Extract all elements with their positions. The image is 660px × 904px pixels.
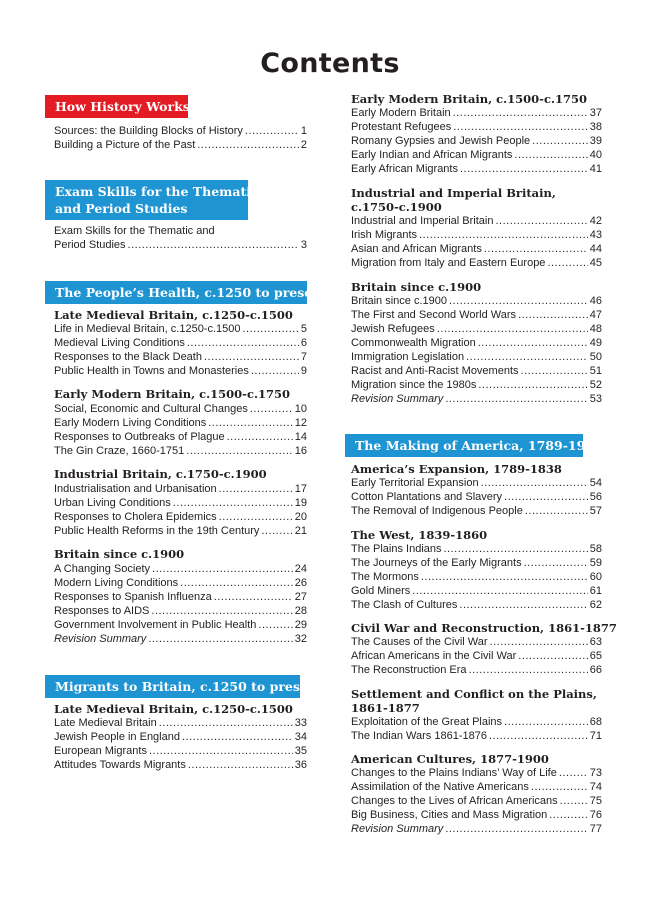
toc-leader — [250, 402, 293, 416]
subsection-heading: Late Medieval Britain, c.1250-c.1500 — [54, 308, 293, 322]
toc-leader — [531, 780, 588, 794]
toc-entry[interactable] — [351, 649, 602, 663]
toc-entry-title: Gold Miners — [351, 585, 411, 597]
toc-entry-page: 63 — [589, 636, 602, 648]
toc-entry-title: Public Health Reforms in the 19th Century — [54, 525, 260, 537]
subsection-heading: The West, 1839-1860 — [351, 528, 488, 542]
subsection-heading: Britain since c.1900 — [54, 547, 185, 561]
toc-entry[interactable] — [54, 618, 307, 632]
toc-entry-page: 50 — [589, 351, 602, 363]
toc-leader — [261, 524, 292, 538]
toc-entry[interactable] — [54, 482, 307, 496]
toc-entry-title: Medieval Living Conditions — [54, 337, 185, 349]
toc-entry-page: 75 — [589, 795, 602, 807]
toc-leader — [208, 416, 293, 430]
toc-entry-title: Building a Picture of the Past — [54, 139, 196, 151]
toc-entry-title: Responses to Spanish Influenza — [54, 591, 212, 603]
toc-entry[interactable] — [351, 715, 602, 729]
toc-entry-title: Period Studies — [54, 239, 126, 251]
toc-leader — [182, 730, 293, 744]
toc-entry-page: 66 — [589, 664, 602, 676]
toc-entry-page: 62 — [589, 599, 602, 611]
toc-entry[interactable] — [54, 350, 307, 364]
toc-entry-page: 36 — [294, 759, 307, 771]
toc-entry[interactable] — [351, 780, 602, 794]
toc-leader — [560, 794, 588, 808]
toc-entry-page: 40 — [589, 149, 602, 161]
toc-entry-title: Britain since c.1900 — [351, 295, 447, 307]
subsection-heading: American Cultures, 1877-1900 — [351, 752, 549, 766]
toc-entry-page: 53 — [589, 393, 602, 405]
section-banner-exam-skills[interactable] — [45, 180, 259, 220]
toc-entry-title: Early Modern Living Conditions — [54, 417, 207, 429]
toc-entry-title: Early Modern Britain — [351, 107, 451, 119]
toc-entry-page: 1 — [300, 125, 307, 137]
toc-entry-title: Revision Summary — [54, 633, 147, 645]
toc-entry-page: 60 — [589, 571, 602, 583]
toc-entry[interactable] — [54, 524, 307, 538]
toc-leader — [514, 148, 587, 162]
toc-leader — [453, 106, 588, 120]
toc-entry-page: 3 — [300, 239, 307, 251]
subsection-heading: Settlement and Conflict on the Plains, — [351, 687, 597, 701]
toc-leader — [173, 496, 293, 510]
toc-leader — [518, 308, 588, 322]
toc-entry-page: 44 — [589, 243, 602, 255]
toc-leader — [197, 138, 299, 152]
toc-entry-title: Public Health in Towns and Monasteries — [54, 365, 249, 377]
toc-entry-title: Responses to the Black Death — [54, 351, 202, 363]
toc-entry-title: Assimilation of the Native Americans — [351, 781, 529, 793]
subsection-heading: Early Modern Britain, c.1500-c.1750 — [54, 387, 290, 401]
toc-leader — [187, 336, 299, 350]
toc-leader — [525, 504, 588, 518]
toc-entry[interactable] — [351, 663, 602, 677]
toc-leader — [419, 228, 588, 242]
toc-entry-title: A Changing Society — [54, 563, 151, 575]
toc-entry[interactable] — [351, 294, 602, 308]
toc-entry-page: 61 — [589, 585, 602, 597]
toc-entry[interactable] — [351, 350, 602, 364]
toc-entry-title: Jewish People in England — [54, 731, 180, 743]
toc-entry[interactable] — [351, 476, 602, 490]
toc-entry[interactable] — [351, 729, 602, 743]
toc-entry-title: Migration from Italy and Eastern Europe — [351, 257, 546, 269]
toc-entry-title: Big Business, Cities and Mass Migration — [351, 809, 548, 821]
toc-entry-page: 2 — [300, 139, 307, 151]
toc-entry-title: The Reconstruction Era — [351, 664, 467, 676]
toc-entry-title: Responses to Cholera Epidemics — [54, 511, 217, 523]
toc-entry-title: Late Medieval Britain — [54, 717, 157, 729]
toc-entry[interactable] — [351, 504, 602, 518]
toc-entry-page: 45 — [589, 257, 602, 269]
toc-entry-page: 56 — [589, 491, 602, 503]
toc-entry-page: 68 — [589, 716, 602, 728]
subsection-heading: Civil War and Reconstruction, 1861-1877 — [351, 621, 617, 635]
toc-entry-title: Jewish Refugees — [351, 323, 435, 335]
toc-leader — [219, 482, 293, 496]
toc-entry-title: Industrial and Imperial Britain — [351, 215, 494, 227]
toc-entry-page: 16 — [294, 445, 307, 457]
subsection-heading-cont: 1861-1877 — [351, 701, 420, 715]
toc-leader — [152, 562, 293, 576]
toc-entry-page: 49 — [589, 337, 602, 349]
toc-leader — [148, 632, 292, 646]
toc-entry-title: Protestant Refugees — [351, 121, 452, 133]
toc-entry-page: 12 — [294, 417, 307, 429]
toc-entry-title: Responses to AIDS — [54, 605, 150, 617]
toc-entry-title: Commonwealth Migration — [351, 337, 476, 349]
toc-entry[interactable] — [54, 402, 307, 416]
toc-entry-page: 43 — [589, 229, 602, 241]
toc-entry-title: Early Territorial Expansion — [351, 477, 479, 489]
toc-entry-page: 38 — [589, 121, 602, 133]
toc-entry[interactable] — [351, 336, 602, 350]
toc-entry[interactable] — [351, 584, 602, 598]
toc-leader — [521, 364, 588, 378]
toc-entry-title: The Indian Wars 1861-1876 — [351, 730, 487, 742]
toc-leader — [227, 430, 293, 444]
section-banner-making-of-america[interactable]: The Making of America, 1789-1900 — [345, 434, 583, 457]
toc-entry[interactable] — [54, 758, 307, 772]
banner-line: and Period Studies — [55, 201, 188, 216]
toc-entry[interactable] — [351, 322, 602, 336]
toc-leader — [128, 238, 299, 252]
toc-leader — [258, 618, 292, 632]
toc-entry-title: The Mormons — [351, 571, 419, 583]
toc-entry-page: 41 — [589, 163, 602, 175]
toc-leader — [243, 322, 299, 336]
toc-entry-page: 37 — [589, 107, 602, 119]
toc-entry-title: Changes to the Plains Indians’ Way of Life — [351, 767, 557, 779]
toc-entry-page: 77 — [589, 823, 602, 835]
toc-leader — [518, 649, 587, 663]
toc-entry-revision[interactable] — [351, 392, 602, 406]
toc-leader — [466, 350, 588, 364]
toc-entry-page: 52 — [589, 379, 602, 391]
toc-entry-revision[interactable] — [54, 632, 307, 646]
toc-entry-title: Responses to Outbreaks of Plague — [54, 431, 225, 443]
toc-leader — [459, 598, 587, 612]
toc-leader — [549, 808, 588, 822]
toc-entry-page: 73 — [589, 767, 602, 779]
toc-leader — [484, 242, 588, 256]
toc-entry-title: Romany Gypsies and Jewish People — [351, 135, 531, 147]
toc-entry-revision[interactable] — [351, 822, 602, 836]
toc-entry-title: The Journeys of the Early Migrants — [351, 557, 522, 569]
subsection-heading: Early Modern Britain, c.1500-c.1750 — [351, 92, 587, 106]
toc-entry-page: 24 — [294, 563, 307, 575]
toc-entry-title: Racist and Anti-Racist Movements — [351, 365, 519, 377]
toc-leader — [489, 729, 588, 743]
toc-leader — [214, 590, 293, 604]
toc-leader — [445, 822, 587, 836]
toc-entry[interactable] — [351, 214, 602, 228]
toc-entry[interactable] — [351, 598, 602, 612]
toc-entry-page: 71 — [589, 730, 602, 742]
toc-entry-title: Urban Living Conditions — [54, 497, 171, 509]
toc-entry-title: Life in Medieval Britain, c.1250-c.1500 — [54, 323, 241, 335]
toc-entry[interactable] — [351, 794, 602, 808]
toc-entry-page: 54 — [589, 477, 602, 489]
toc-entry-page: 20 — [294, 511, 307, 523]
toc-leader — [251, 364, 299, 378]
toc-leader — [504, 490, 588, 504]
toc-entry-page: 76 — [589, 809, 602, 821]
toc-leader — [180, 576, 293, 590]
toc-entry-page: 5 — [300, 323, 307, 335]
toc-entry-title: Asian and African Migrants — [351, 243, 482, 255]
toc-entry-title: Revision Summary — [351, 823, 444, 835]
toc-entry-title: Social, Economic and Cultural Changes — [54, 403, 248, 415]
toc-leader — [495, 214, 587, 228]
toc-leader — [151, 604, 292, 618]
subsection-heading: Britain since c.1900 — [351, 280, 482, 294]
toc-entry-page: 46 — [589, 295, 602, 307]
toc-entry-title: Irish Migrants — [351, 229, 418, 241]
toc-leader — [444, 542, 588, 556]
toc-leader — [478, 378, 587, 392]
toc-entry[interactable] — [54, 716, 307, 730]
toc-entry-page: 58 — [589, 543, 602, 555]
toc-entry-title: Early Indian and African Migrants — [351, 149, 513, 161]
toc-entry-title: Early African Migrants — [351, 163, 458, 175]
toc-entry[interactable] — [351, 556, 602, 570]
section-banner-migrants-to-britain[interactable]: Migrants to Britain, c.1250 to present — [45, 675, 300, 698]
toc-entry-title: The Plains Indians — [351, 543, 442, 555]
toc-entry-page: 21 — [294, 525, 307, 537]
toc-entry[interactable] — [351, 308, 602, 322]
toc-entry-page: 57 — [589, 505, 602, 517]
toc-entry-page: 17 — [294, 483, 307, 495]
toc-entry-title: Changes to the Lives of African Americans — [351, 795, 558, 807]
toc-entry-title: Attitudes Towards Migrants — [54, 759, 186, 771]
toc-entry[interactable] — [54, 576, 307, 590]
toc-entry-page: 65 — [589, 650, 602, 662]
toc-leader — [437, 322, 588, 336]
toc-entry[interactable] — [54, 510, 307, 524]
toc-leader — [204, 350, 299, 364]
toc-entry[interactable] — [351, 228, 602, 242]
toc-entry-title: Exploitation of the Great Plains — [351, 716, 503, 728]
toc-leader — [504, 715, 588, 729]
toc-entry[interactable] — [54, 562, 307, 576]
toc-entry[interactable] — [54, 496, 307, 510]
toc-entry[interactable] — [351, 378, 602, 392]
toc-entry-page: 51 — [589, 365, 602, 377]
toc-entry[interactable] — [54, 322, 307, 336]
toc-leader — [453, 120, 587, 134]
section-banner-peoples-health[interactable]: The People’s Health, c.1250 to present — [45, 281, 307, 304]
toc-leader — [149, 744, 293, 758]
section-banner-how-history-works[interactable]: How History Works — [45, 95, 188, 118]
toc-entry-page: 48 — [589, 323, 602, 335]
toc-entry-page: 27 — [294, 591, 307, 603]
toc-entry[interactable] — [351, 570, 602, 584]
subsection-heading: Industrial and Imperial Britain, — [351, 186, 556, 200]
toc-entry[interactable] — [54, 416, 307, 430]
toc-entry-page: 10 — [294, 403, 307, 415]
toc-entry-page: 47 — [589, 309, 602, 321]
toc-entry-title-line: Exam Skills for the Thematic and — [54, 225, 215, 237]
toc-entry-page: 74 — [589, 781, 602, 793]
toc-leader — [449, 294, 588, 308]
toc-entry[interactable] — [351, 134, 602, 148]
toc-entry-title: Industrialisation and Urbanisation — [54, 483, 217, 495]
toc-entry[interactable] — [351, 242, 602, 256]
toc-entry[interactable] — [54, 730, 307, 744]
toc-entry[interactable] — [351, 364, 602, 378]
toc-entry[interactable] — [54, 238, 307, 252]
toc-entry-title: Cotton Plantations and Slavery — [351, 491, 503, 503]
toc-entry[interactable] — [351, 766, 602, 780]
toc-entry-page: 33 — [294, 717, 307, 729]
toc-leader — [469, 663, 588, 677]
toc-leader — [460, 162, 588, 176]
toc-entry-title: The First and Second World Wars — [351, 309, 517, 321]
toc-leader — [445, 392, 587, 406]
toc-entry-page: 59 — [589, 557, 602, 569]
toc-entry-title: Modern Living Conditions — [54, 577, 179, 589]
toc-leader — [186, 444, 293, 458]
toc-leader — [159, 716, 293, 730]
toc-entry-page: 39 — [589, 135, 602, 147]
toc-entry[interactable] — [54, 744, 307, 758]
banner-line: Exam Skills for the Thematic — [55, 184, 259, 199]
toc-entry-page: 32 — [294, 633, 307, 645]
toc-entry-title: European Migrants — [54, 745, 147, 757]
toc-entry-page: 7 — [300, 351, 307, 363]
toc-entry-title: Immigration Legislation — [351, 351, 465, 363]
subsection-heading: Industrial Britain, c.1750-c.1900 — [54, 467, 267, 481]
toc-entry[interactable] — [351, 148, 602, 162]
toc-leader — [188, 758, 293, 772]
toc-entry-page: 28 — [294, 605, 307, 617]
toc-entry[interactable] — [351, 635, 602, 649]
toc-entry-page: 6 — [300, 337, 307, 349]
toc-entry-page: 29 — [294, 619, 307, 631]
toc-entry[interactable] — [54, 430, 307, 444]
toc-leader — [490, 635, 588, 649]
toc-entry-page: 14 — [294, 431, 307, 443]
toc-leader — [478, 336, 588, 350]
toc-entry-page: 26 — [294, 577, 307, 589]
toc-leader — [421, 570, 588, 584]
toc-entry-page: 34 — [294, 731, 307, 743]
toc-leader — [532, 134, 588, 148]
toc-entry-title: African Americans in the Civil War — [351, 650, 517, 662]
toc-entry-title: The Gin Craze, 1660-1751 — [54, 445, 185, 457]
toc-entry[interactable] — [351, 120, 602, 134]
toc-entry-title: The Clash of Cultures — [351, 599, 458, 611]
toc-leader — [481, 476, 588, 490]
subsection-heading-cont: c.1750-c.1900 — [351, 200, 442, 214]
toc-leader — [559, 766, 588, 780]
toc-entry-title: Revision Summary — [351, 393, 444, 405]
subsection-heading: America’s Expansion, 1789-1838 — [351, 462, 562, 476]
toc-entry-title: The Causes of the Civil War — [351, 636, 488, 648]
toc-leader — [547, 256, 587, 270]
toc-entry[interactable] — [54, 124, 307, 138]
toc-entry-page: 42 — [589, 215, 602, 227]
toc-entry-title: Migration since the 1980s — [351, 379, 477, 391]
toc-leader — [245, 124, 299, 138]
toc-entry-page: 9 — [300, 365, 307, 377]
toc-entry[interactable] — [351, 162, 602, 176]
toc-entry[interactable] — [351, 256, 602, 270]
subsection-heading: Late Medieval Britain, c.1250-c.1500 — [54, 702, 293, 716]
toc-entry[interactable] — [54, 590, 307, 604]
page-title: Contents — [260, 48, 400, 79]
toc-entry[interactable] — [54, 604, 307, 618]
toc-entry[interactable] — [351, 106, 602, 120]
toc-entry[interactable] — [351, 490, 602, 504]
toc-entry[interactable] — [54, 444, 307, 458]
toc-entry-title: The Removal of Indigenous People — [351, 505, 523, 517]
toc-entry[interactable] — [54, 138, 307, 152]
toc-leader — [524, 556, 588, 570]
toc-entry-title: Government Involvement in Public Health — [54, 619, 257, 631]
toc-entry-page: 19 — [294, 497, 307, 509]
toc-leader — [412, 584, 587, 598]
toc-leader — [219, 510, 293, 524]
toc-entry[interactable] — [351, 542, 602, 556]
toc-entry[interactable] — [54, 336, 307, 350]
toc-entry-title: Sources: the Building Blocks of History — [54, 125, 243, 137]
toc-entry-page: 35 — [294, 745, 307, 757]
toc-entry[interactable] — [54, 364, 307, 378]
toc-entry[interactable] — [351, 808, 602, 822]
